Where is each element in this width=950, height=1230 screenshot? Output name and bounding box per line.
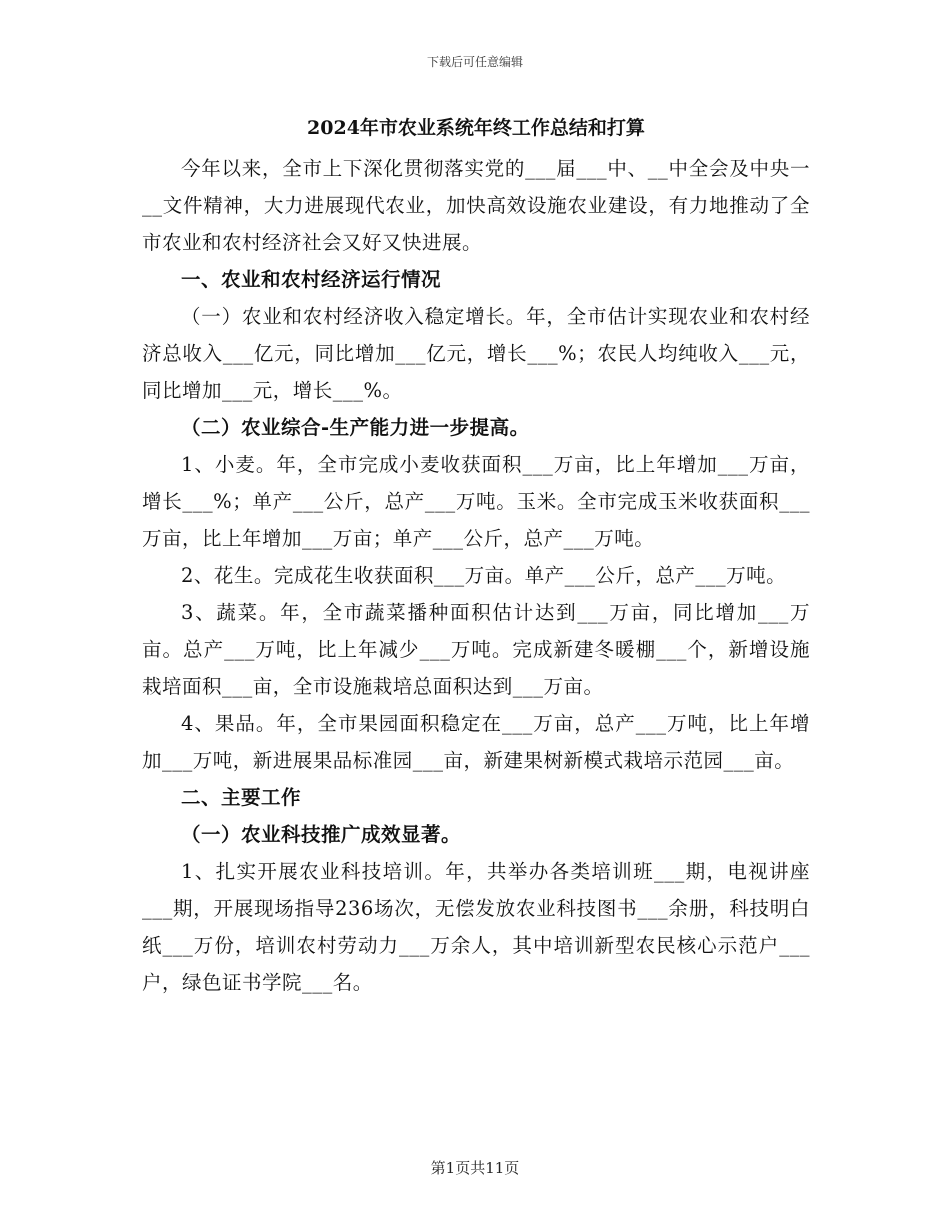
document-body xyxy=(142,114,810,1001)
paragraph-fruit: 4、果品。年，全市果园面积稳定在___万亩，总产___万吨，比上年增加___万吨，新进展果品标准园___亩，新建果树新模式栽培示范园___亩。 xyxy=(142,712,810,772)
subsection-heading-tech: （一）农业科技推广成效显著。 xyxy=(181,823,462,846)
page-footer: 第1页共11页 xyxy=(430,1159,520,1177)
paragraph-training: 1、扎实开展农业科技培训。年，共举办各类培训班___期，电视讲座___期，开展现场指导236场次，无偿发放农业科技图书___余册，科技明白纸___万份，培训农村劳动力___万余人，其中培训新型农民核心示范户___户，绿色证书学院___名。 xyxy=(142,860,810,994)
page-header: 下载后可任意编辑 xyxy=(426,55,523,69)
section-heading-1: 一、农业和农村经济运行情况 xyxy=(181,268,442,291)
document-title: 2024年市农业系统年终工作总结和打算 xyxy=(307,117,645,139)
intro-paragraph: 今年以来，全市上下深化贯彻落实党的___届___中、__中全会及中央一__文件精神，大力进展现代农业，加快高效设施农业建设，有力地推动了全市农业和农村经济社会又好又快进展。 xyxy=(142,157,810,254)
paragraph-vegetables: 3、蔬菜。年，全市蔬菜播种面积估计达到___万亩，同比增加___万亩。总产___万吨，比上年减少___万吨。完成新建冬暖棚___个，新增设施栽培面积___亩，全市设施栽培总面积达到___万亩。 xyxy=(142,601,810,698)
paragraph-income: （一）农业和农村经济收入稳定增长。年，全市估计实现农业和农村经济总收入___亿元，同比增加___亿元，增长___%；农民人均纯收入___元，同比增加___元，增长___%。 xyxy=(142,305,810,402)
paragraph-peanut: 2、花生。完成花生收获面积___万亩。单产___公斤，总产___万吨。 xyxy=(181,564,787,587)
paragraph-wheat-corn: 1、小麦。年，全市完成小麦收获面积___万亩，比上年增加___万亩，增长___%；单产___公斤，总产___万吨。玉米。全市完成玉米收获面积___万亩，比上年增加___万亩；单产___公斤，总产___万吨。 xyxy=(142,453,810,550)
subsection-heading-production: （二）农业综合-生产能力进一步提高。 xyxy=(181,416,530,439)
section-heading-2: 二、主要工作 xyxy=(181,786,302,809)
